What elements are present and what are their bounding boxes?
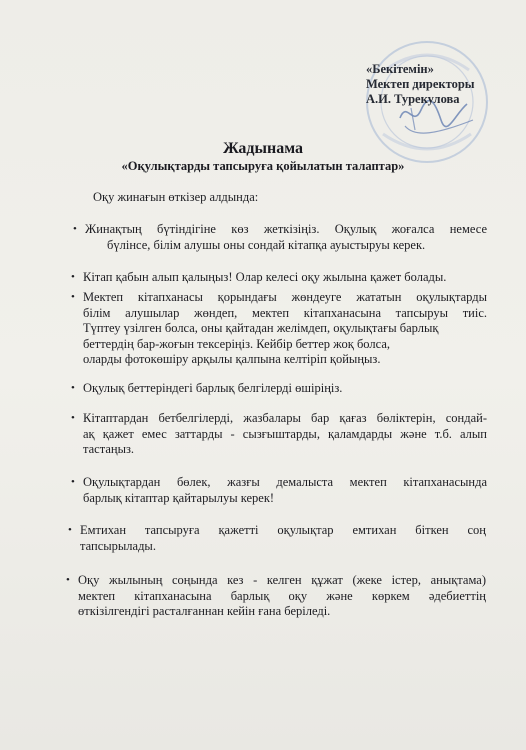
list-item-line: білім алушылар жөндеп, мектеп кітапханасына тапсыруы тиіс.: [83, 305, 487, 320]
list-item-line: тастаңыз.: [83, 442, 135, 456]
bullet-icon: •: [71, 382, 75, 394]
list-item-line: Түптеу үзілген болса, оны қайтадан желімдеп, оқулықтағы барлық: [83, 321, 439, 335]
bullet-icon: •: [71, 412, 75, 424]
list-item-line: Мектеп кітапханасы қорындағы жөндеуге жататын оқулықтарды: [83, 290, 487, 304]
list-item: [71, 270, 487, 286]
bullet-icon: •: [71, 476, 75, 488]
list-item-line: Кітаптардан бетбелгілерді, жазбалары бар қағаз бөліктерін, сондай-: [83, 411, 487, 425]
bullet-icon: •: [71, 271, 75, 283]
list-item-line: Емтихан тапсыруға қажетті оқулықтар емтихан біткен соң: [80, 523, 486, 537]
list-item-line: мектеп кітапханасына барлық оқу және көркем әдебиеттің: [78, 588, 486, 603]
list-item: [71, 290, 487, 368]
approval-line-2: Мектеп директоры: [366, 77, 475, 91]
list-item-line: Оқулықтардан бөлек, жазғы демалыста мектеп кітапханасында: [83, 475, 487, 489]
approval-block: [366, 62, 516, 107]
list-item-line: Оқу жылының соңында кез - келген құжат (жеке істер, анықтама): [78, 573, 486, 587]
list-item-line: өткізілгендігі расталғаннан кейін ғана беріледі.: [78, 604, 331, 618]
list-item: [73, 222, 487, 253]
document-subtitle: «Оқулықтарды тапсыруға қойылатын талаптар»: [121, 159, 405, 173]
list-item-line: оларды фотокөшіру арқылы қалпына келтіріп қойыңыз.: [83, 352, 381, 366]
bullet-icon: •: [73, 223, 77, 235]
list-item-line: тапсырылады.: [80, 538, 156, 553]
list-item: [68, 523, 486, 554]
document-title: Жадынама: [222, 140, 303, 157]
approval-line-3: А.И. Турекулова: [366, 92, 460, 106]
list-item-line: беттердің бар-жоғын тексеріңіз. Кейбір беттер жоқ болса,: [83, 336, 391, 351]
bullet-icon: •: [68, 524, 72, 536]
list-item-line: бүлінсе, білім алушы оны сондай кітапқа ауыстыруы керек.: [107, 237, 426, 252]
list-item-line: Оқулық беттеріндегі барлық белгілерді өшіріңіз.: [83, 381, 343, 395]
approval-line-1: «Бекітемін»: [366, 62, 434, 76]
intro-text: Оқу жинағын өткізер алдында:: [93, 190, 259, 204]
list-item: [71, 411, 487, 458]
list-item: [71, 475, 487, 506]
list-item-line: барлық кітаптар қайтарылуы керек!: [83, 490, 275, 505]
list-item-line: ақ қажет емес заттарды - сызғыштарды, қаламдарды және т.б. алып: [83, 426, 487, 441]
list-item-line: Кітап қабын алып қалыңыз! Олар келесі оқу жылына қажет болады.: [83, 270, 447, 284]
list-item: [66, 573, 486, 620]
bullet-icon: •: [66, 574, 70, 586]
list-item-line: Жинақтың бүтіндігіне көз жеткізіңіз. Оқулық жоғалса немесе: [85, 222, 487, 236]
bullet-icon: •: [71, 291, 75, 303]
list-item: [71, 381, 487, 397]
